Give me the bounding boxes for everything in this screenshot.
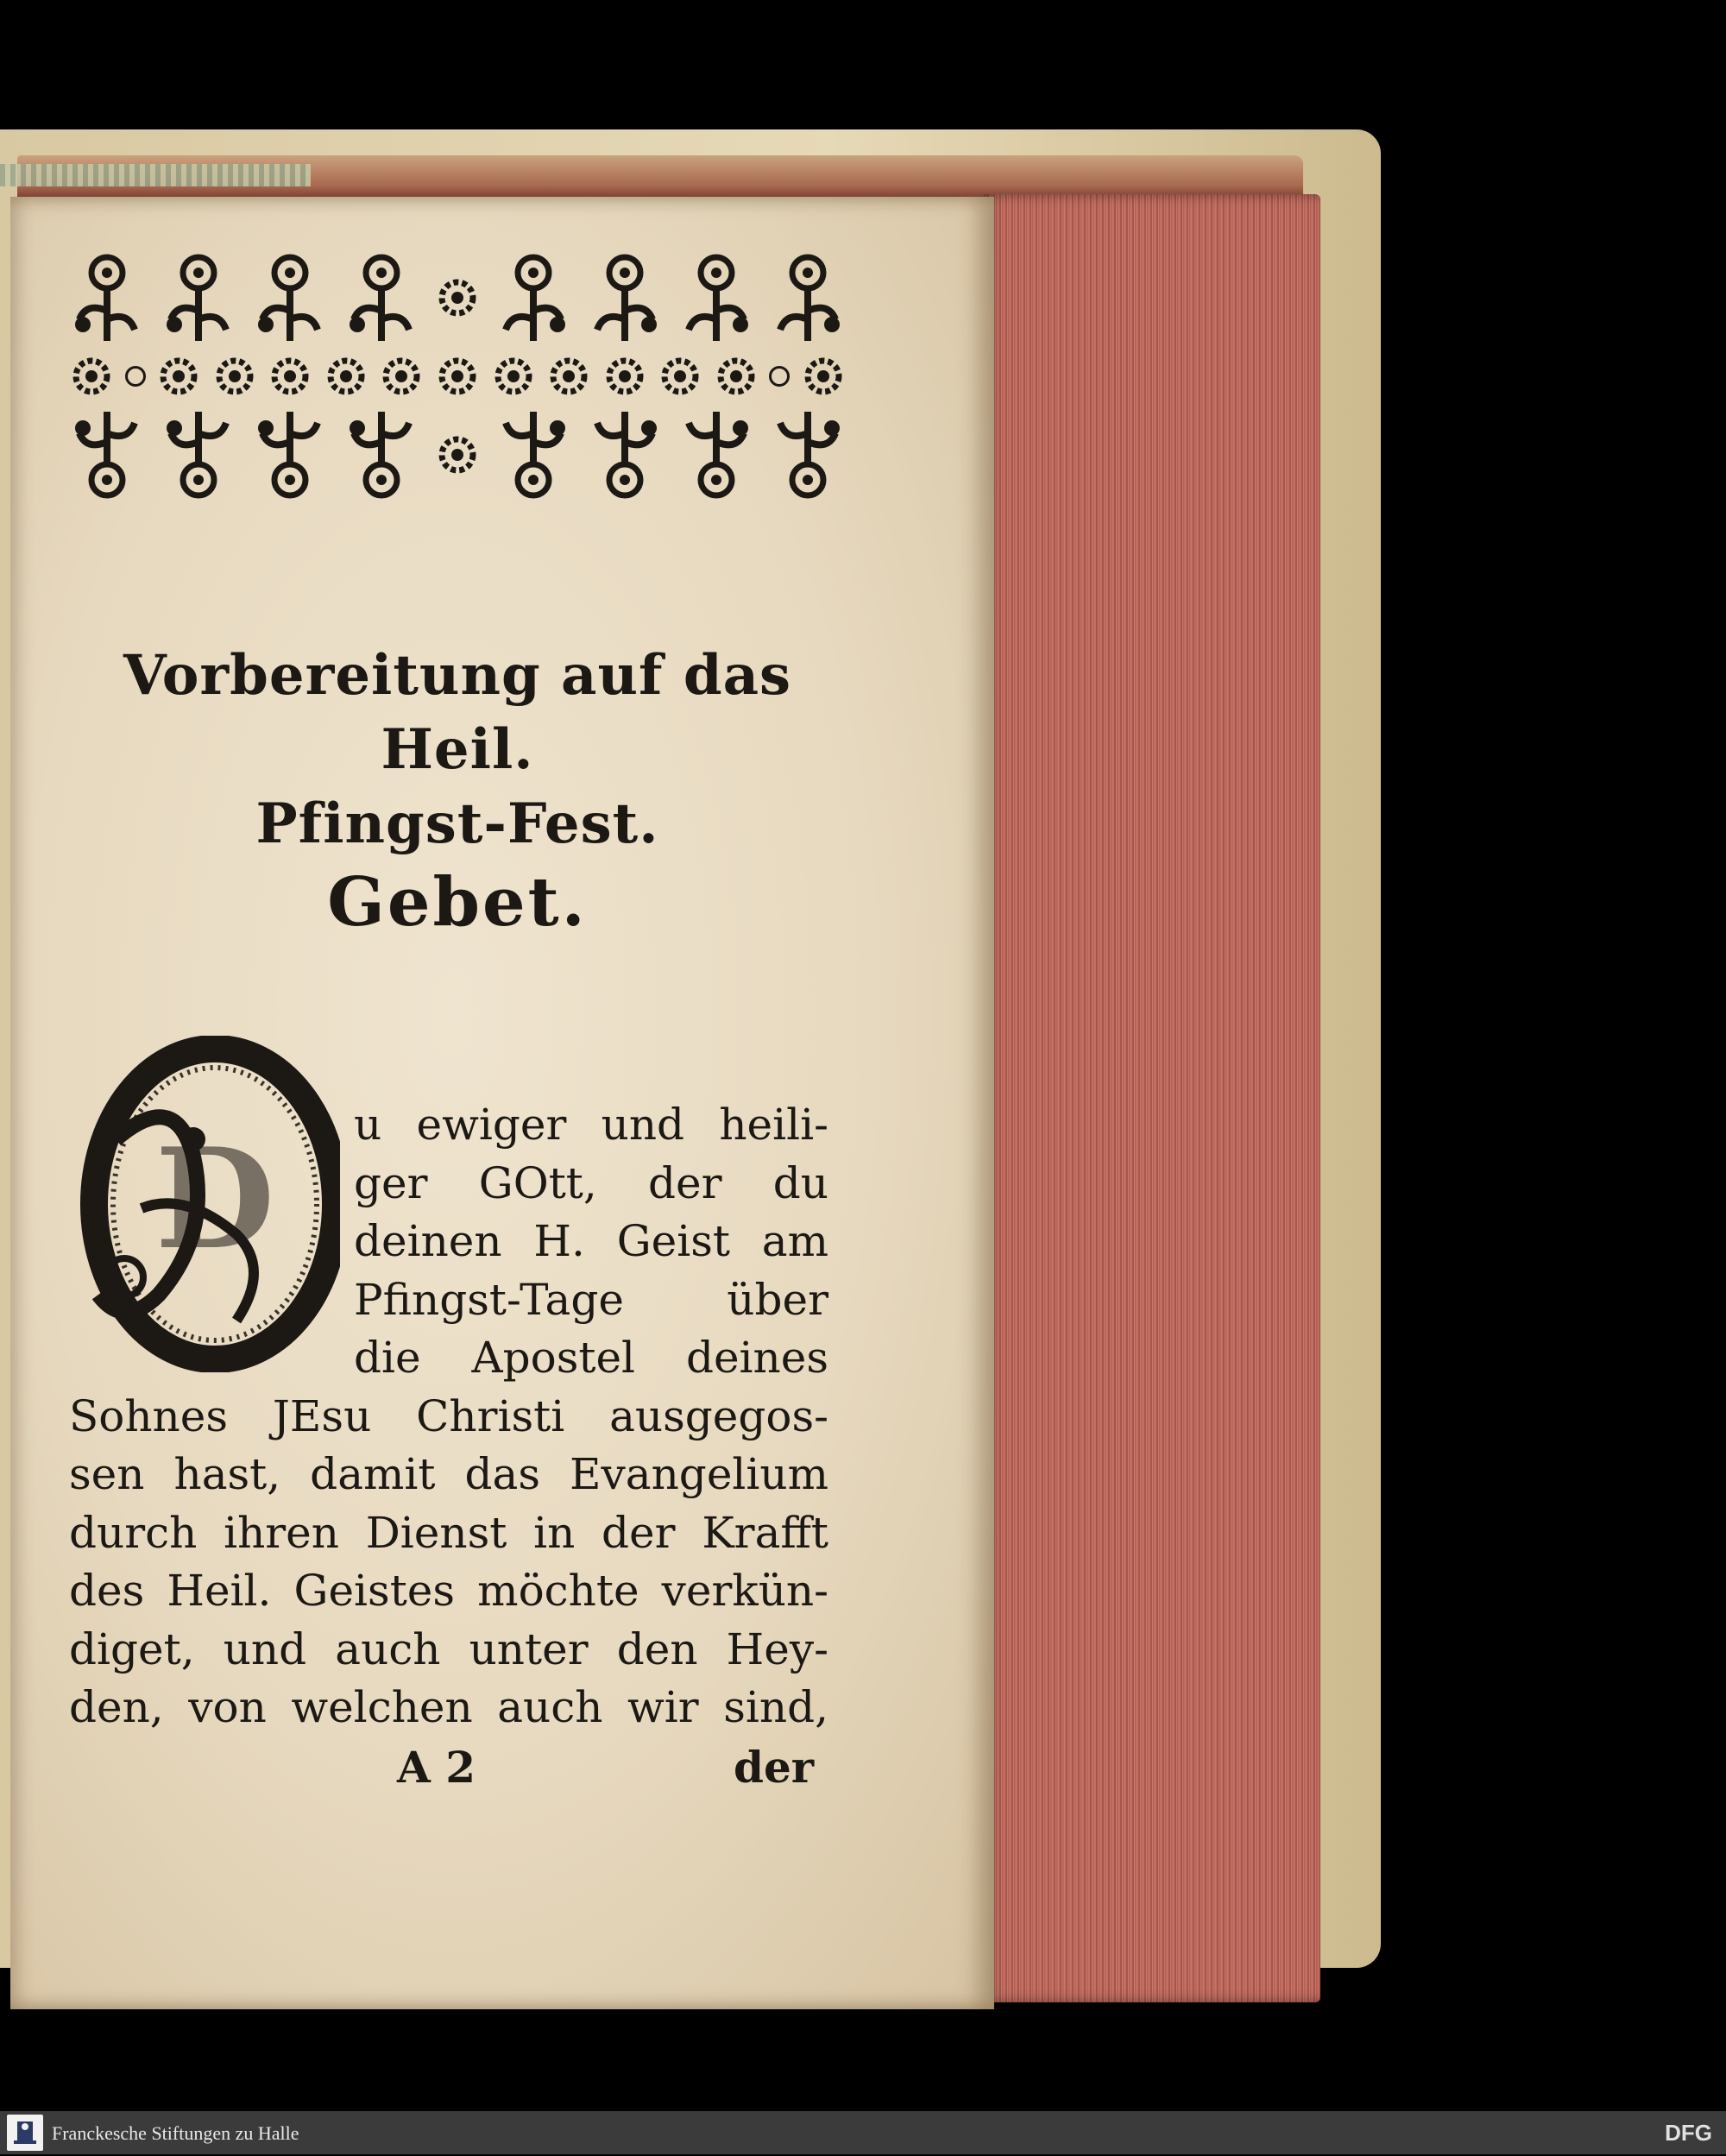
rosette-icon xyxy=(435,432,480,477)
rosette-icon xyxy=(714,354,759,399)
flower-ornament-icon xyxy=(587,250,663,345)
signature-mark: A 2 xyxy=(397,1742,476,1793)
ring-ornament-icon xyxy=(125,366,146,387)
text-line: die Apostel deines xyxy=(354,1333,828,1383)
page-title xyxy=(69,639,846,861)
flower-ornament-icon xyxy=(69,407,145,502)
ornament-band xyxy=(69,250,846,502)
rosette-icon xyxy=(491,354,536,399)
institution-logo-icon[interactable] xyxy=(7,2115,43,2151)
text-line: sen hast, damit das Evangelium xyxy=(69,1449,828,1499)
ornament-row-top xyxy=(69,250,846,345)
flower-ornament-icon xyxy=(252,250,328,345)
flower-ornament-icon xyxy=(343,407,419,502)
ring-ornament-icon xyxy=(769,366,790,387)
rosette-icon xyxy=(658,354,702,399)
headband xyxy=(0,164,311,186)
text-line: Sohnes JEsu Christi ausgegos- xyxy=(69,1390,828,1441)
text-line: deinen H. Geist am xyxy=(354,1216,828,1266)
viewer-footer-bar xyxy=(0,2111,1726,2154)
text-line: durch ihren Dienst in der Krafft xyxy=(69,1507,828,1558)
institution-name[interactable]: Franckesche Stiftungen zu Halle xyxy=(52,2122,299,2144)
section-heading: Gebet. xyxy=(327,863,588,942)
rosette-icon xyxy=(268,354,312,399)
rosette-icon xyxy=(379,354,424,399)
flower-ornament-icon xyxy=(495,407,571,502)
rosette-icon xyxy=(435,275,480,320)
ornament-row-bottom xyxy=(69,407,846,502)
text-line: den, von welchen auch wir sind, xyxy=(69,1682,828,1732)
flower-ornament-icon xyxy=(161,407,236,502)
flower-ornament-icon xyxy=(770,250,846,345)
rosette-icon xyxy=(69,354,114,399)
rosette-icon xyxy=(156,354,201,399)
svg-text:D: D xyxy=(154,1118,275,1280)
catchword: der xyxy=(734,1742,815,1793)
flower-ornament-icon xyxy=(770,407,846,502)
rosette-icon xyxy=(212,354,257,399)
flower-ornament-icon xyxy=(69,250,145,345)
rosette-icon xyxy=(546,354,591,399)
dfg-logo[interactable]: DFG xyxy=(1665,2120,1712,2146)
prayer-text xyxy=(69,1096,828,1737)
flower-ornament-icon xyxy=(495,250,571,345)
title-line: Pfingst-Fest. xyxy=(255,791,659,856)
ornament-row-middle xyxy=(69,354,846,399)
rosette-icon xyxy=(801,354,846,399)
flower-ornament-icon xyxy=(343,250,419,345)
page-stack-red-edge xyxy=(984,194,1320,2002)
flower-ornament-icon xyxy=(252,407,328,502)
flower-ornament-icon xyxy=(678,407,754,502)
text-line: u ewiger und heili- xyxy=(354,1100,828,1150)
rosette-icon xyxy=(324,354,369,399)
rosette-icon xyxy=(435,354,480,399)
flower-ornament-icon xyxy=(587,407,663,502)
text-line: diget, und auch unter den Hey- xyxy=(69,1623,828,1674)
text-line: ger GOtt, der du xyxy=(354,1157,828,1208)
rosette-icon xyxy=(602,354,647,399)
flower-ornament-icon xyxy=(161,250,236,345)
flower-ornament-icon xyxy=(678,250,754,345)
text-line: des Heil. Geistes möchte verkün- xyxy=(69,1566,828,1616)
title-line: Vorbereitung auf das Heil. xyxy=(123,643,792,782)
text-line: Pfingst-Tage über xyxy=(354,1274,828,1325)
